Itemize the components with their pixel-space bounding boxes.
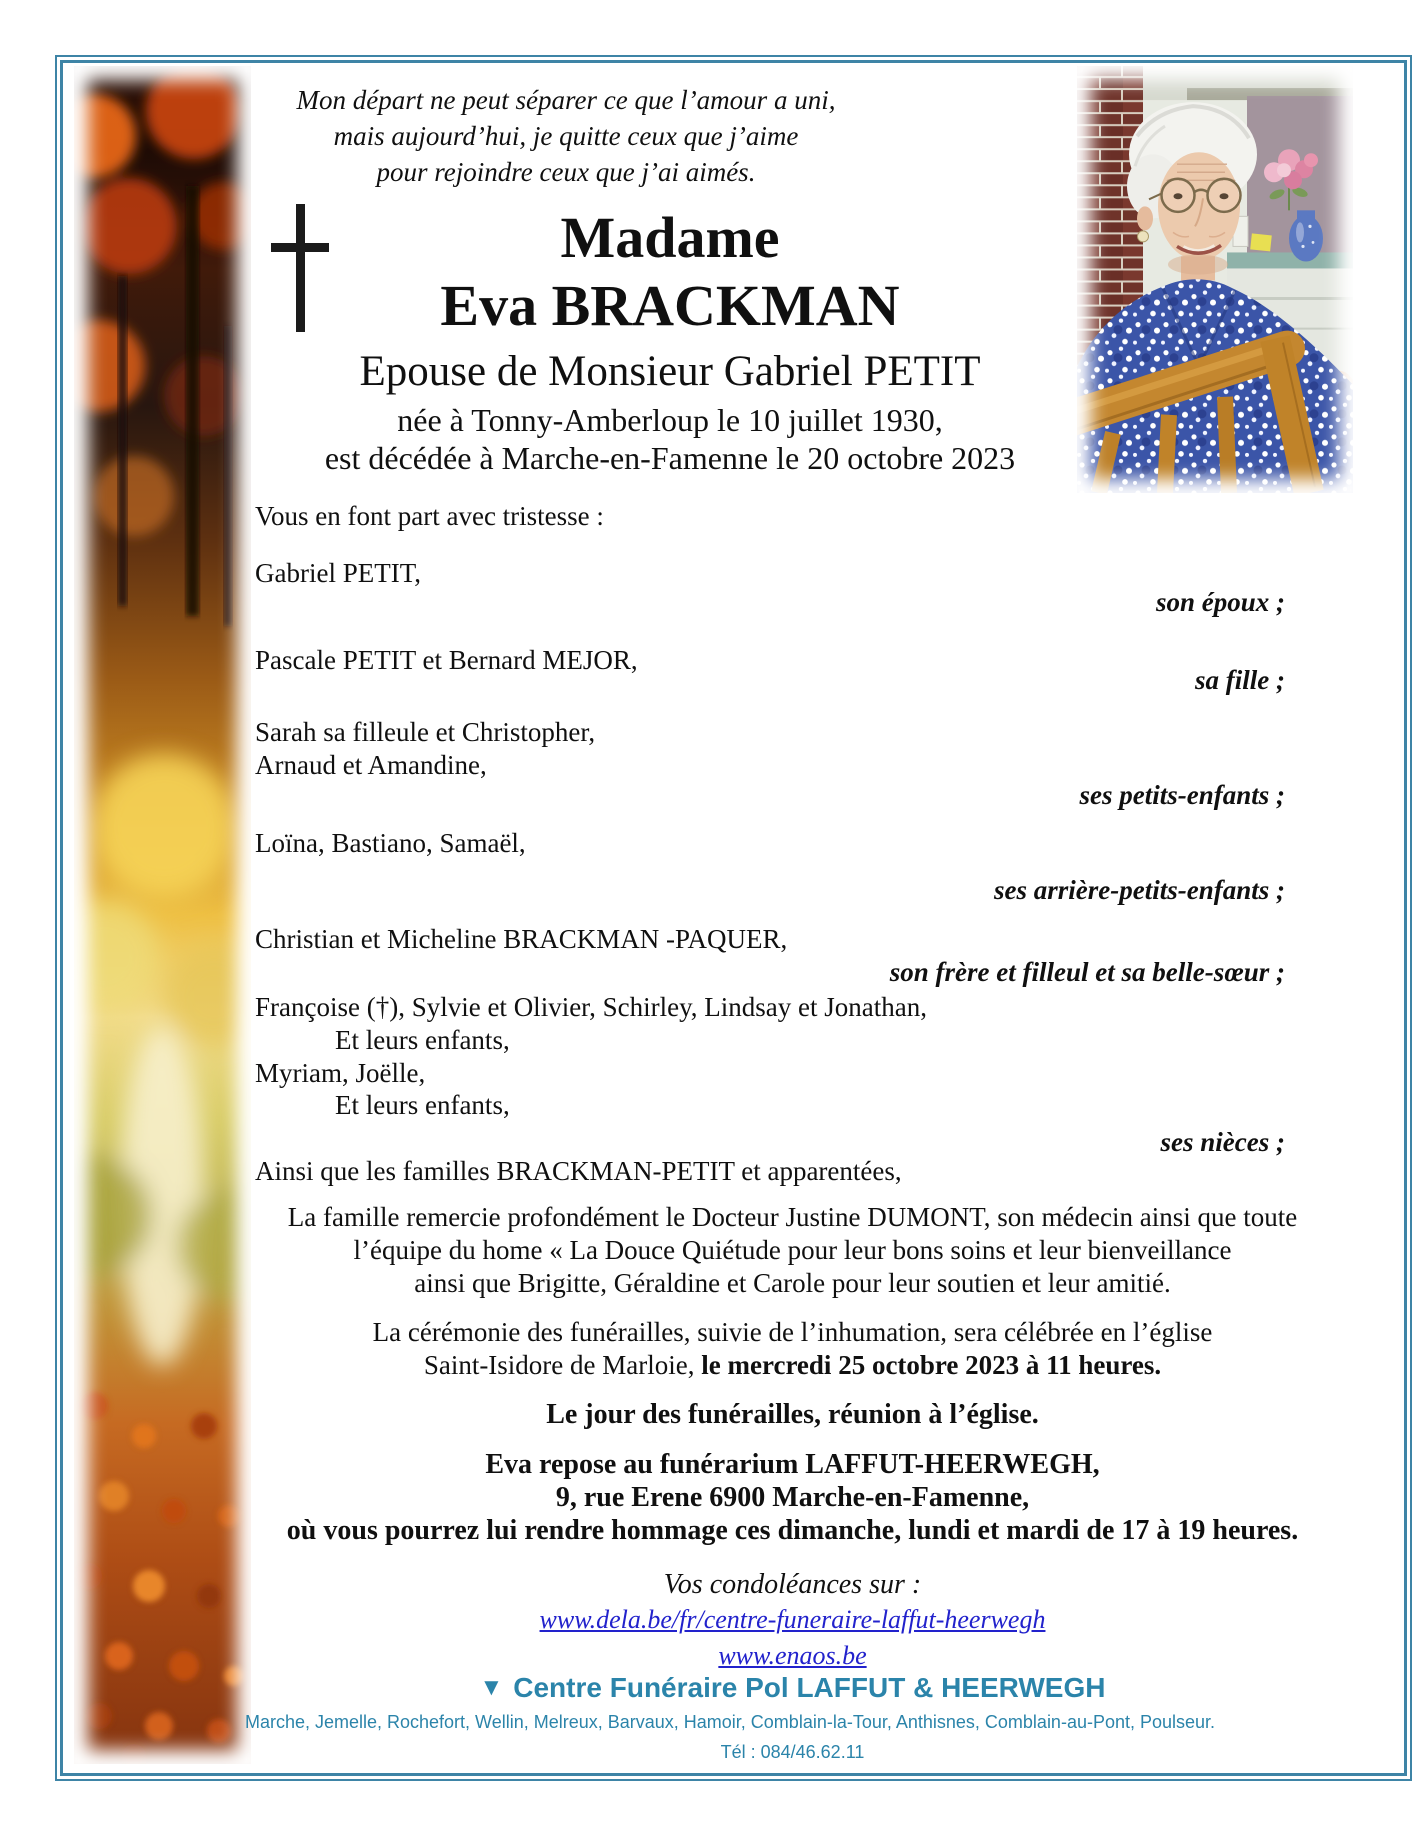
condolences-link-dela[interactable]: www.dela.be/fr/centre-funeraire-laffut-heerwegh xyxy=(539,1605,1046,1634)
condolences-link-1-row xyxy=(255,1604,1330,1636)
family-line: Sarah sa filleule et Christopher, xyxy=(255,717,596,747)
family-line: Myriam, Joëlle, xyxy=(255,1058,426,1088)
opening-quote xyxy=(250,82,882,190)
deceased-name: Eva BRACKMAN xyxy=(440,273,900,338)
ceremony-place: Saint-Isidore de Marloie, xyxy=(423,1350,702,1380)
relation-label: ses petits-enfants ; xyxy=(1079,780,1285,810)
relation-label: ses nièces ; xyxy=(1160,1127,1285,1157)
autumn-path-photo xyxy=(74,66,251,1764)
quote-line-2: mais aujourd’hui, je quitte ceux que j’aime xyxy=(333,121,799,151)
relation-label: son frère et filleul et sa belle-sœur ; xyxy=(889,957,1285,987)
family-closing-line: Ainsi que les familles BRACKMAN-PETIT et apparentées, xyxy=(255,1156,902,1186)
deceased-title: Madame xyxy=(560,205,780,270)
deceased-birth-line: née à Tonny-Amberloup le 10 juillet 1930, xyxy=(397,402,943,438)
ceremony-datetime: le mercredi 25 octobre 2023 à 11 heures. xyxy=(701,1350,1162,1380)
condolences-label: Vos condoléances sur : xyxy=(663,1569,922,1600)
funeral-home-locations: Marche, Jemelle, Rochefort, Wellin, Melreux, Barvaux, Hamoir, Comblain-la-Tour, Anthisnes, Comblain-au-Pont, Poulseur. xyxy=(244,1712,1216,1732)
family-line: Françoise (†), Sylvie et Olivier, Schirley, Lindsay et Jonathan, xyxy=(255,992,928,1022)
thanks-line-1: La famille remercie profondément le Docteur Justine DUMONT, son médecin ainsi que toute xyxy=(287,1202,1298,1232)
repose-line-2: 9, rue Erene 6900 Marche-en-Famenne, xyxy=(555,1482,1030,1513)
relation-label: sa fille ; xyxy=(1195,665,1285,695)
family-line: Loïna, Bastiano, Samaël, xyxy=(255,828,526,858)
relation-label: ses arrière-petits-enfants ; xyxy=(994,875,1285,905)
relation-label: son époux ; xyxy=(1155,587,1285,617)
quote-line-3: pour rejoindre ceux que j’ai aimés. xyxy=(376,157,756,187)
condolences-link-enaos[interactable]: www.enaos.be xyxy=(718,1641,867,1670)
announcement-intro: Vous en font part avec tristesse : xyxy=(255,501,604,531)
deceased-spouse-line: Epouse de Monsieur Gabriel PETIT xyxy=(359,348,981,395)
repose-line-1: Eva repose au funérarium LAFFUT-HEERWEGH, xyxy=(485,1449,1100,1480)
down-triangle-icon: ▼ xyxy=(479,1674,504,1701)
portrait-photo xyxy=(1077,66,1353,493)
quote-line-1: Mon départ ne peut séparer ce que l’amour a uni, xyxy=(296,85,836,115)
family-line: Arnaud et Amandine, xyxy=(255,750,487,780)
meeting-notice: Le jour des funérailles, réunion à l’église. xyxy=(546,1399,1039,1430)
repose-line-3: où vous pourrez lui rendre hommage ces dimanche, lundi et mardi de 17 à 19 heures. xyxy=(286,1515,1299,1546)
ceremony-line-1: La cérémonie des funérailles, suivie de l’inhumation, sera célébrée en l’église xyxy=(372,1317,1213,1347)
funeral-home-phone: Tél : 084/46.62.11 xyxy=(720,1742,865,1762)
family-line: Gabriel PETIT, xyxy=(255,558,421,588)
thanks-line-3: ainsi que Brigitte, Géraldine et Carole pour leur soutien et leur amitié. xyxy=(414,1268,1171,1298)
funeral-home-name: Centre Funéraire Pol LAFFUT & HEERWEGH xyxy=(513,1672,1106,1703)
funeral-home-brand xyxy=(255,1672,1330,1704)
family-line: Pascale PETIT et Bernard MEJOR, xyxy=(255,645,638,675)
family-line: Christian et Micheline BRACKMAN -PAQUER, xyxy=(255,924,788,954)
condolences-link-2-row xyxy=(255,1640,1330,1672)
deceased-death-line: est décédée à Marche-en-Famenne le 20 octobre 2023 xyxy=(324,440,1016,476)
family-line: Et leurs enfants, xyxy=(335,1090,510,1120)
family-line: Et leurs enfants, xyxy=(335,1025,510,1055)
ceremony-line-2 xyxy=(255,1349,1330,1382)
thanks-line-2: l’équipe du home « La Douce Quiétude pour leur bons soins et leur bienveillance xyxy=(353,1235,1232,1265)
